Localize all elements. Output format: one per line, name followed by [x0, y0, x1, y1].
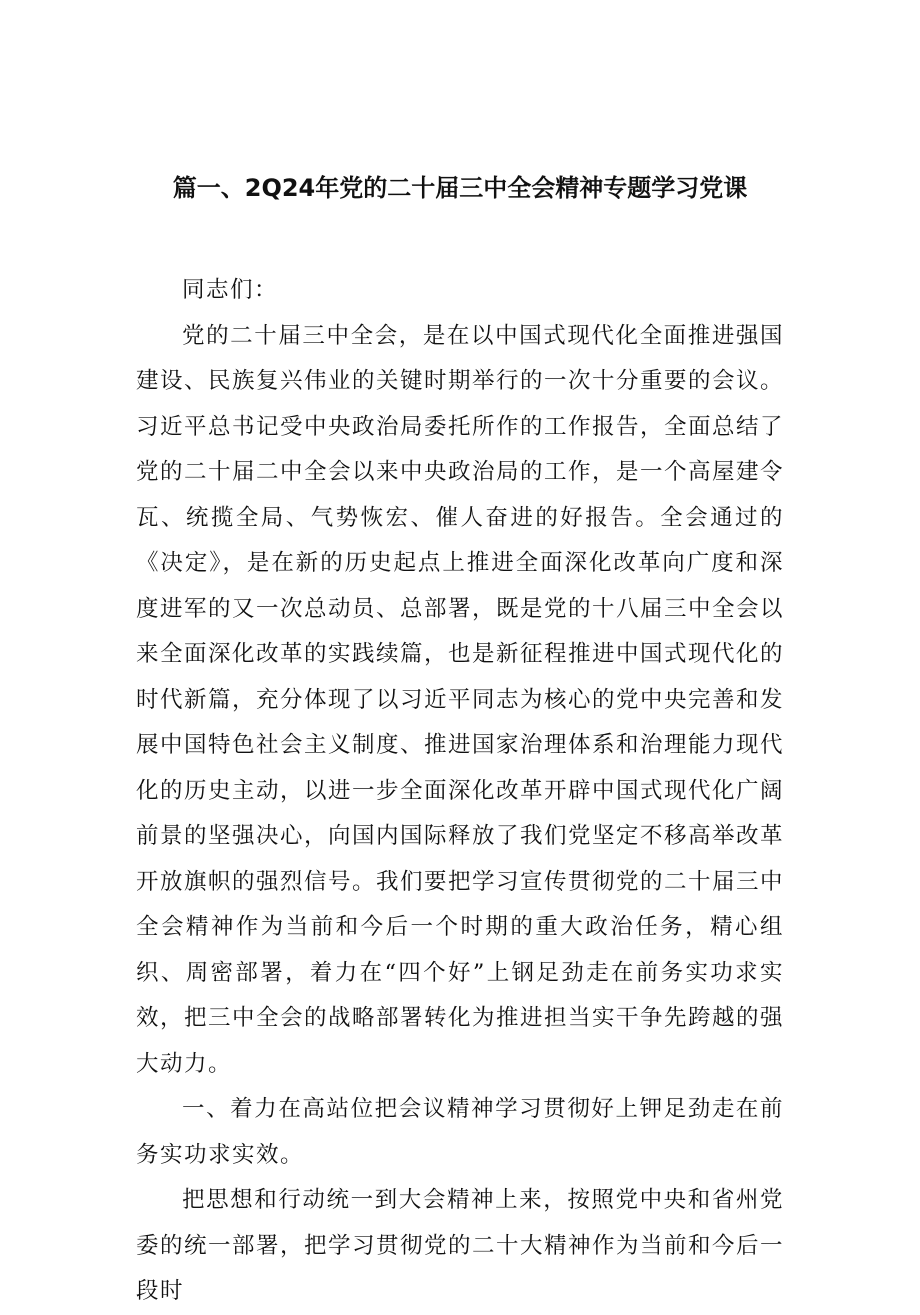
- body-paragraph: 党的二十届三中全会，是在以中国式现代化全面推进强国建设、民族复兴伟业的关键时期举行的一次十分重要的会议。习近平总书记受中央政治局委托所作的工作报告，全面总结了党的二十届二中全会以来中央政治局的工作，是一个高屋建令瓦、统揽全局、气势恢宏、催人奋进的好报告。全会通过的《决定》，是在新的历史起点上推进全面深化改革向广度和深度进军的又一次总动员、总部署，既是党的十八届三中全会以来全面深化改革的实践续篇，也是新征程推进中国式现代化的时代新篇，充分体现了以习近平同志为核心的党中央完善和发展中国特色社会主义制度、推进国家治理体系和治理能力现代化的历史主动，以进一步全面深化改革开辟中国式现代化广阔前景的坚强决心，向国内国际释放了我们党坚定不移高举改革开放旗帜的强烈信号。我们要把学习宣传贯彻党的二十届三中全会精神作为当前和今后一个时期的重大政治任务，精心组织、周密部署，着力在“四个好”上钢足劲走在前务实功求实效，把三中全会的战略部署转化为推进担当实干争先跨越的强大动力。: [136, 322, 785, 1077]
- body-paragraph: 把思想和行动统一到大会精神上来，按照党中央和省州党委的统一部署，把学习贯彻党的二十大精神作为当前和今后一段时: [136, 1187, 785, 1304]
- document-title: 篇一、2Q24年党的二十届三中全会精神专题学习党课: [172, 174, 748, 202]
- document-body: [136, 268, 784, 1315]
- salutation: 同志们：: [182, 277, 279, 303]
- section-heading: 一、着力在高站位把会议精神学习贯彻好上钾足劲走在前务实功求实效。: [136, 1096, 784, 1168]
